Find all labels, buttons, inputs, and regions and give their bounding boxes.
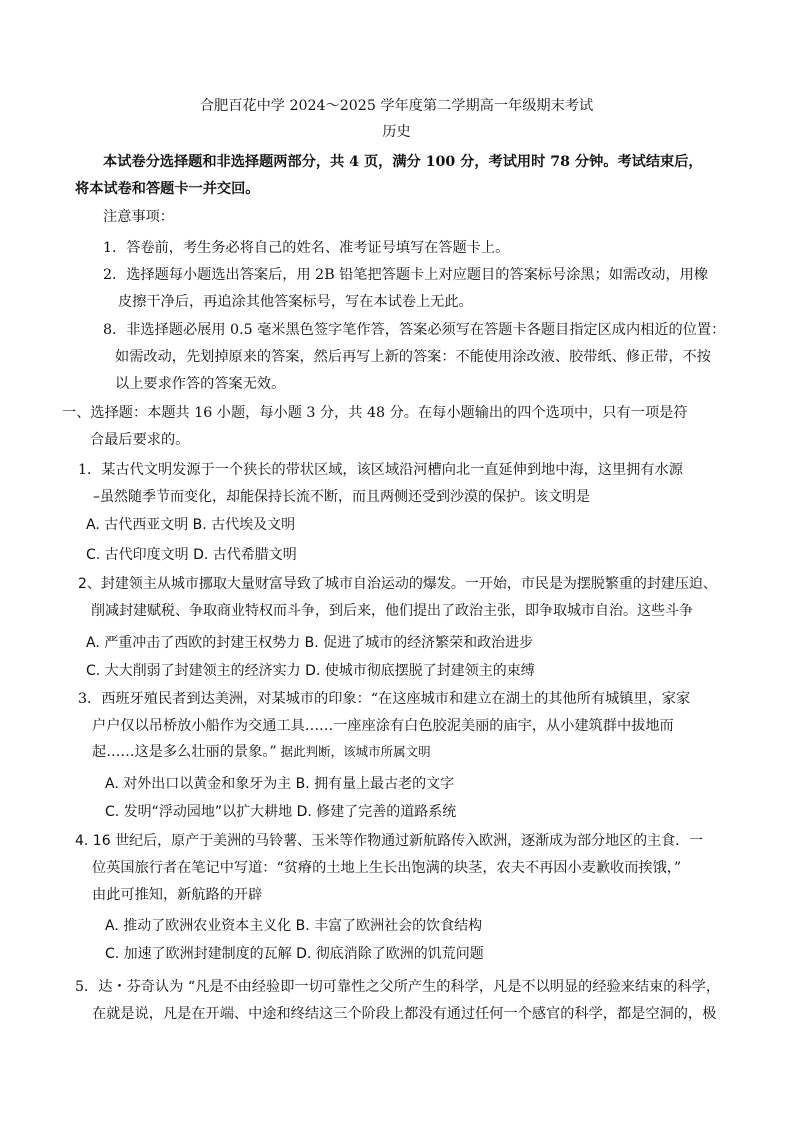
notes-title: 注意事项： xyxy=(103,209,174,225)
note-3-line-1: 8．非选择题必展用 0.5 毫米黑色签字笔作答，答案必须写在答题卡各题目指定区成内相近的位置： xyxy=(103,322,726,338)
q4-stem-line-1: 4. 16 世纪后，原产于美洲的马铃薯、玉米等作物通过新航路传入欧洲，逐渐成为部分地区的主食．一 xyxy=(75,833,704,849)
q4-options-cd: C. 加速了欧洲封建制度的瓦解 D. 彻底消除了欧洲的饥荒问题 xyxy=(105,946,484,962)
q1-stem-line-1: 1．某古代文明发源于一个狭长的带状区域，该区域沿河槽向北一直延伸到地中海，这里拥有水源 xyxy=(78,462,683,478)
q3-options-ab: A. 对外出口以黄金和象牙为主 B. 拥有量上最古老的文字 xyxy=(105,776,455,792)
q2-stem-line-2: 削减封建赋税、争取商业特权而斗争，到后来，他们提出了政治主张，即争取城市自治。这些斗争 xyxy=(91,603,693,619)
q2-options-cd: C. 大大削弱了封建领主的经济实力 D. 使城市彻底摆脱了封建领主的束缚 xyxy=(86,663,535,679)
q2-options-ab: A. 严重冲击了西欧的封建王权势力 B. 促进了城市的经济繁荣和政治进步 xyxy=(86,635,534,651)
note-3-line-3: 以上要求作答的答案无效。 xyxy=(115,376,286,392)
q3-stem-line-3 xyxy=(92,742,431,762)
q4-stem-line-2: 位英国旅行者在笔记中写道：“贫瘠的土地上生长出饱满的块茎，农夫不再因小麦歉收而挨饿，” xyxy=(92,860,682,876)
intro-line-1: 本试卷分选择题和非选择题两部分，共 4 页，满分 100 分，考试用时 78 分钟。考试结束后， xyxy=(103,154,703,170)
subject-title: 历史 xyxy=(382,124,411,140)
q3-quote-end: 起……这是多么壮丽的景象。” xyxy=(92,744,277,760)
q4-stem-line-3: 由此可推知，新航路的开辟 xyxy=(92,887,263,903)
q5-stem-line-2: 在就是说，凡是在开端、中途和终结这三个阶段上都没有通过任何一个感官的科学，都是空洞的，极 xyxy=(92,1006,717,1022)
intro-line-2: 将本试卷和答题卡一并交回。 xyxy=(75,181,260,197)
q4-options-ab: A. 推动了欧洲农业资本主义化 B. 丰富了欧洲社会的饮食结构 xyxy=(105,918,483,934)
q3-options-cd: C. 发明“浮动园地”以扩大耕地 D. 修建了完善的道路系统 xyxy=(105,804,457,820)
note-2-line-2: 皮擦干净后，再追涂其他答案标号，写在本试卷上无此。 xyxy=(118,294,473,310)
q3-question: 据此判断，该城市所属文明 xyxy=(276,744,431,759)
note-3-line-2: 如需改动，先划掉原来的答案，然后再写上新的答案：不能使用涂改液、胶带纸、修正带，不按 xyxy=(115,349,711,365)
q5-stem-line-1: 5．达・芬奇认为 “凡是不由经验即一切可靠性之父所产生的科学，凡是不以明显的经验来结束的科学， xyxy=(75,979,721,995)
q3-stem-line-1: 3．西班牙殖民者到达美洲，对某城市的印象：“在这座城市和建立在湖土的其他所有城镇里，家家 xyxy=(78,691,691,707)
q3-stem-line-2: 户户仅以吊桥放小船作为交通工具……一座座涂有白色胶泥美丽的庙宇，从小建筑群中拔地而 xyxy=(92,718,674,734)
section-1-line-1: 一、选择题：本题共 16 小题，每小题 3 分，共 48 分。在每小题输出的四个选项中，只有一项是符 xyxy=(62,405,688,421)
exam-title: 合肥百花中学 2024～2025 学年度第二学期高一年级期末考试 xyxy=(199,98,594,114)
q1-stem-line-2: –虽然随季节而变化，却能保持长流不断，而且两侧还受到沙漠的保护。该文明是 xyxy=(93,489,590,505)
note-1: 1．答卷前，考生务必将自己的姓名、准考证号填写在答题卡上。 xyxy=(103,240,510,256)
q1-options-ab: A. 古代西亚文明 B. 古代埃及文明 xyxy=(86,517,296,533)
q2-stem-line-1: 2、封建领主从城市挪取大量财富导致了城市自治运动的爆发。一开始，市民是为摆脱繁重的封建压迫、 xyxy=(78,576,717,592)
q1-options-cd: C. 古代印度文明 D. 古代希腊文明 xyxy=(86,547,297,563)
section-1-line-2: 合最后要求的。 xyxy=(90,432,190,448)
note-2-line-1: 2．选择题每小题选出答案后，用 2B 铅笔把答题卡上对应题目的答案标号涂黑；如需改动，用橡 xyxy=(103,267,709,283)
